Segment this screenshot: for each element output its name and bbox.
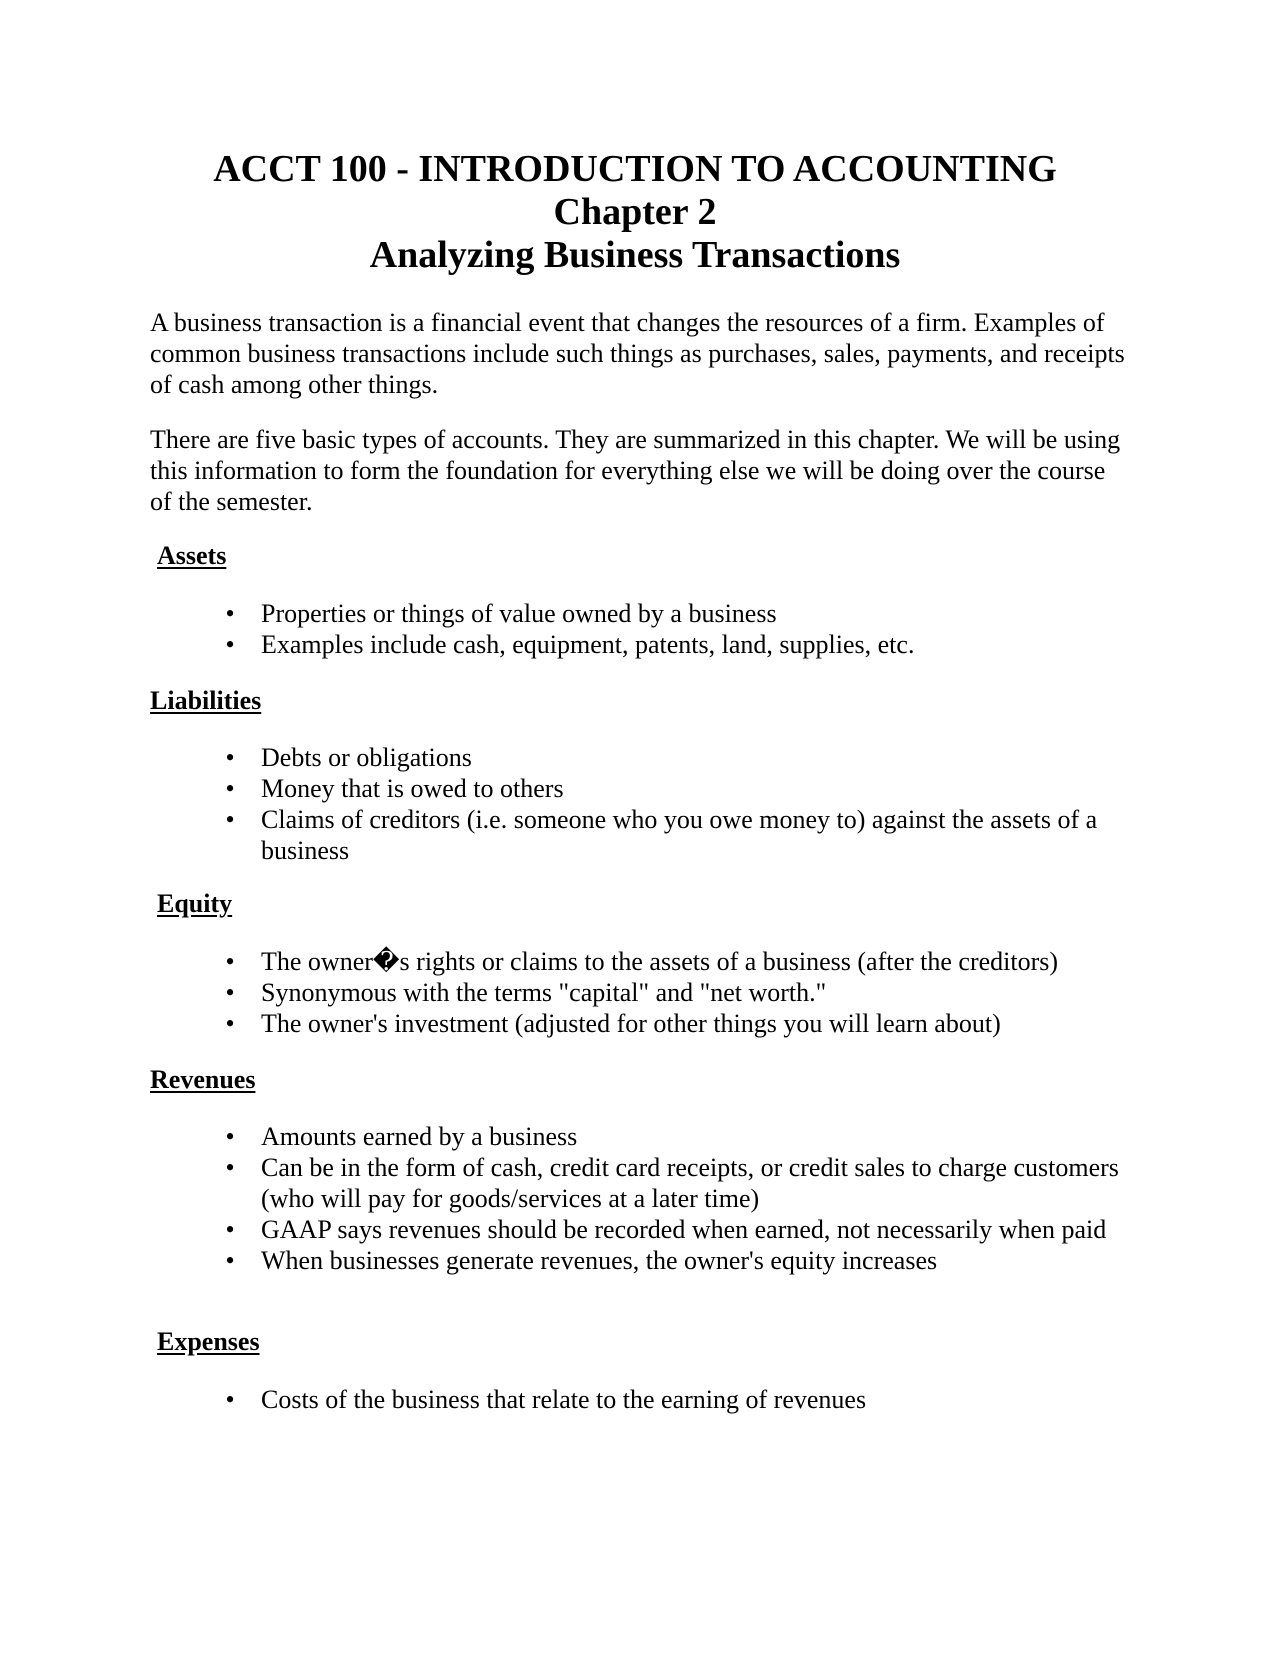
list-item-text: Examples include cash, equipment, patents, land, supplies, etc. <box>261 630 915 659</box>
list-item-text: GAAP says revenues should be recorded when earned, not necessarily when paid <box>261 1215 1107 1244</box>
list-item <box>0 773 1280 804</box>
bullet-icon: • <box>225 947 235 976</box>
list-item <box>0 1245 1280 1276</box>
section-heading-assets: Assets <box>157 541 227 570</box>
liabilities-list <box>0 742 1280 866</box>
list-item-text: Costs of the business that relate to the earning of revenues <box>261 1385 867 1414</box>
list-item-text: Money that is owed to others <box>261 774 564 803</box>
list-item <box>0 1214 1280 1245</box>
bullet-icon: • <box>225 1246 235 1275</box>
intro-paragraph-1: A business transaction is a financial event that changes the resources of a firm. Examples of common business transactions include such things as purchases, sales, payments, and receipts of cash among other things. <box>150 308 1125 399</box>
section-heading-equity: Equity <box>157 889 233 918</box>
list-item-text: Can be in the form of cash, credit card receipts, or credit sales to charge customers (who will pay for goods/services at a later time) <box>261 1153 1119 1213</box>
revenues-list <box>0 1121 1280 1276</box>
list-item <box>0 742 1280 773</box>
list-item-text: Claims of creditors (i.e. someone who you owe money to) against the assets of a business <box>261 805 1098 865</box>
bullet-icon: • <box>225 630 235 659</box>
list-item <box>0 1008 1280 1039</box>
bullet-icon: • <box>225 599 235 628</box>
list-item-text: The owner�s rights or claims to the assets of a business (after the creditors) <box>261 947 1059 976</box>
list-item <box>0 598 1280 629</box>
bullet-icon: • <box>225 774 235 803</box>
expenses-list <box>0 1384 1280 1415</box>
bullet-icon: • <box>225 978 235 1007</box>
equity-list <box>0 946 1280 1039</box>
chapter-number: Chapter 2 <box>553 191 717 233</box>
bullet-icon: • <box>225 1215 235 1244</box>
list-item <box>0 1384 1280 1415</box>
list-item <box>0 946 1280 977</box>
list-item-text: Debts or obligations <box>261 743 472 772</box>
bullet-icon: • <box>225 743 235 772</box>
intro-paragraph-2: There are five basic types of accounts. They are summarized in this chapter. We will be using this information to form the foundation for everything else we will be doing over the course of the semester. <box>150 425 1121 516</box>
bullet-icon: • <box>225 1153 235 1182</box>
bullet-icon: • <box>225 1009 235 1038</box>
document-title <box>0 148 1270 277</box>
section-heading-revenues: Revenues <box>150 1065 256 1094</box>
list-item-text: Amounts earned by a business <box>261 1122 578 1151</box>
list-item <box>0 804 1280 866</box>
bullet-icon: • <box>225 805 235 834</box>
list-item <box>0 629 1280 660</box>
section-heading-liabilities: Liabilities <box>150 686 262 715</box>
assets-list <box>0 598 1280 660</box>
course-title: ACCT 100 - INTRODUCTION TO ACCOUNTING <box>213 148 1057 190</box>
list-item-text: Properties or things of value owned by a business <box>261 599 777 628</box>
list-item-text: When businesses generate revenues, the owner's equity increases <box>261 1246 938 1275</box>
list-item <box>0 1121 1280 1152</box>
list-item <box>0 1152 1280 1214</box>
bullet-icon: • <box>225 1122 235 1151</box>
list-item <box>0 977 1280 1008</box>
chapter-title: Analyzing Business Transactions <box>369 234 901 276</box>
list-item-text: Synonymous with the terms "capital" and "net worth." <box>261 978 827 1007</box>
list-item-text: The owner's investment (adjusted for other things you will learn about) <box>261 1009 1001 1038</box>
section-heading-expenses: Expenses <box>157 1327 260 1356</box>
bullet-icon: • <box>225 1385 235 1414</box>
